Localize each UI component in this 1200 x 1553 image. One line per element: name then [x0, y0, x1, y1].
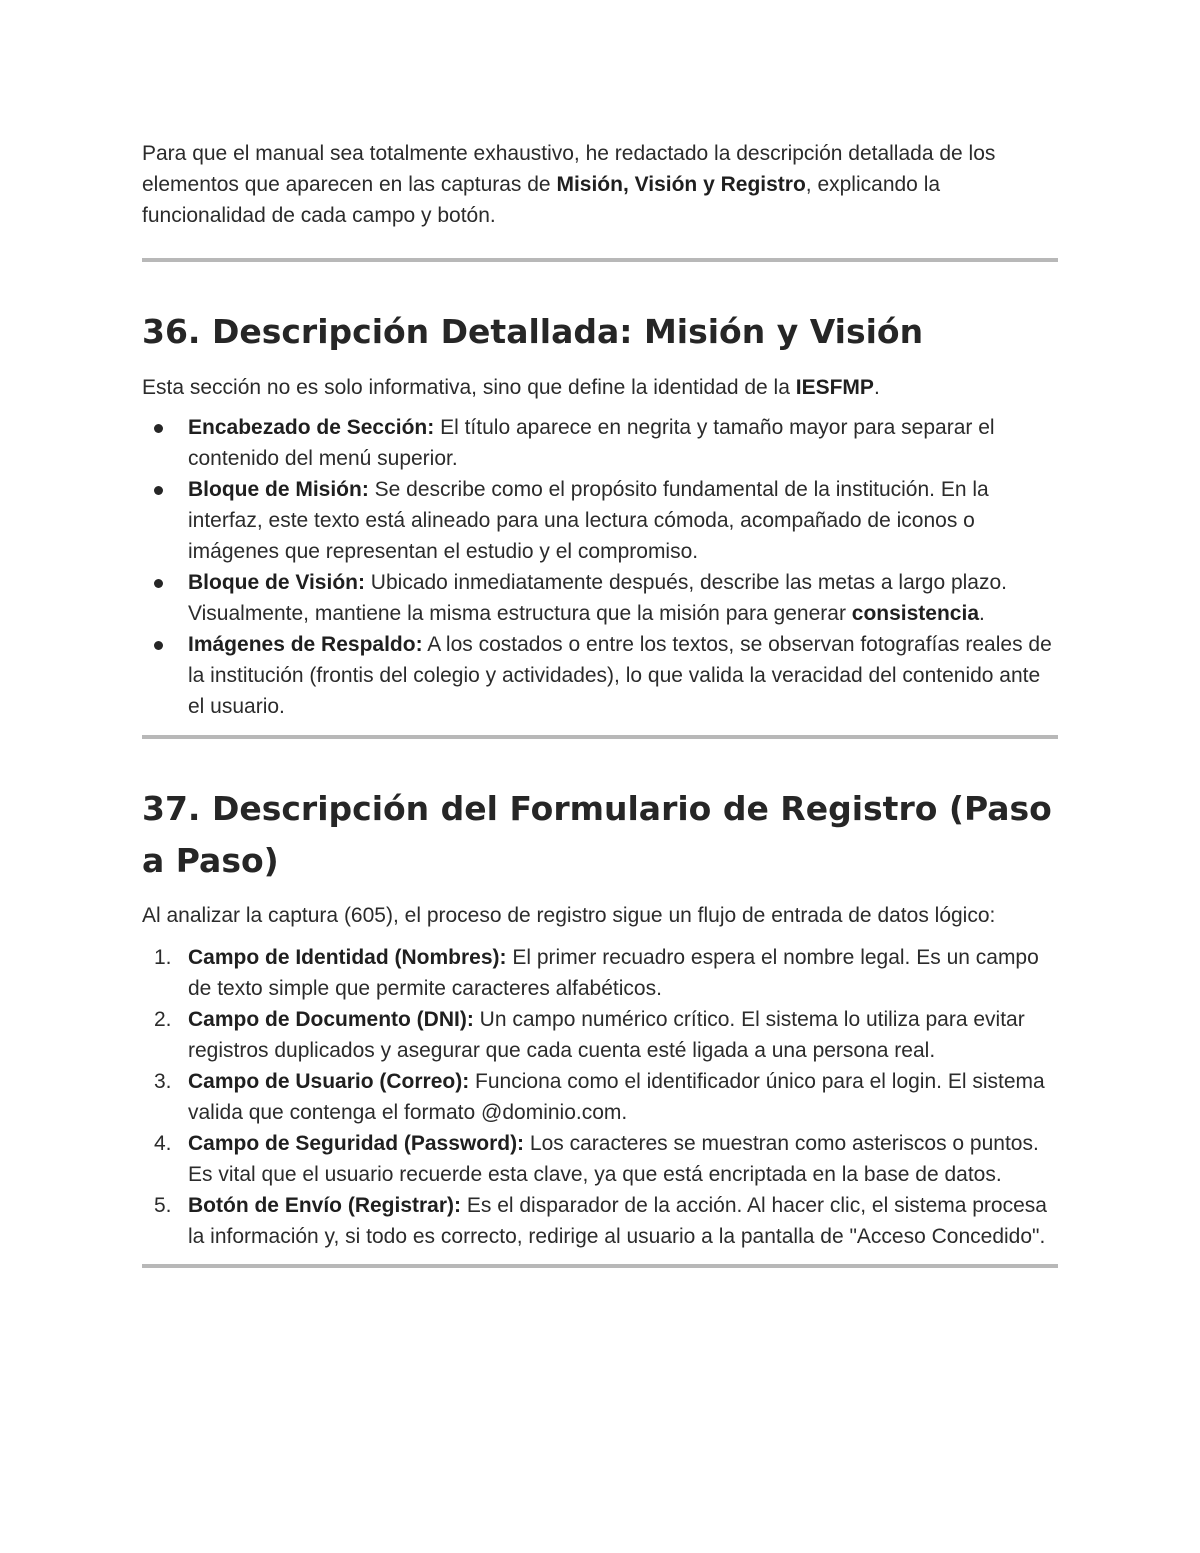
list-item-text: El primer recuadro espera el nombre legal. Es un campo de texto simple que permite caracteres alfabéticos.: [188, 946, 1039, 1000]
section-37-numbered-list: [142, 942, 1058, 1252]
list-item-number: 3.: [154, 1070, 172, 1093]
list-item-text: Ubicado inmediatamente después, describe las metas a largo plazo. Visualmente, mantiene la misma estructura que la misión para generar: [188, 571, 1007, 625]
bullet-icon: [154, 424, 163, 433]
section-37-heading: 37. Descripción del Formulario de Registro (Paso a Paso): [142, 789, 1052, 880]
list-item-text: El título aparece en negrita y tamaño mayor para separar el contenido del menú superior.: [188, 416, 995, 470]
intro-text-end: , explicando la funcionalidad de cada campo y botón.: [142, 173, 941, 227]
section-36-intro-text: Esta sección no es solo informativa, sino que define la identidad de la: [142, 376, 796, 399]
list-item-number: 5.: [154, 1194, 172, 1217]
list-item-text: Funciona como el identificador único para el login. El sistema valida que contenga el formato @dominio.com.: [188, 1070, 1045, 1124]
list-item-text: Un campo numérico crítico. El sistema lo utiliza para evitar registros duplicados y asegurar que cada cuenta esté ligada a una persona real.: [188, 1008, 1025, 1062]
intro-bold-text: Misión, Visión y Registro: [556, 173, 806, 196]
list-item: [142, 629, 1058, 722]
list-item: [142, 567, 1058, 629]
list-item-number: 2.: [154, 1008, 172, 1031]
list-item: [142, 412, 1058, 474]
list-item-text: Los caracteres se muestran como asteriscos o puntos. Es vital que el usuario recuerde esta clave, ya que está encriptada en la base de datos.: [188, 1132, 1039, 1186]
intro-paragraph: [142, 138, 1058, 231]
list-item: [142, 1066, 1058, 1128]
list-item: [142, 1190, 1058, 1252]
list-item-number: 4.: [154, 1132, 172, 1155]
list-item-label: Campo de Seguridad (Password):: [188, 1132, 525, 1155]
list-item-label: Bloque de Visión:: [188, 571, 365, 594]
section-36-intro: [142, 372, 1058, 403]
list-item: [142, 474, 1058, 567]
list-item-text-end: .: [979, 602, 985, 625]
bullet-icon: [154, 579, 163, 588]
list-item: [142, 1004, 1058, 1066]
list-item-text: Se describe como el propósito fundamental de la institución. En la interfaz, este texto está alineado para una lectura cómoda, acompañado de iconos o imágenes que representan el estudio y el compromiso.: [188, 478, 989, 563]
list-item-label: Campo de Identidad (Nombres):: [188, 946, 507, 969]
intro-text-start: Para que el manual sea totalmente exhaustivo, he redactado la descripción detallada de los elementos que aparecen en las capturas de: [142, 142, 996, 196]
bullet-icon: [154, 486, 163, 495]
section-36-heading: 36. Descripción Detallada: Misión y Visión: [142, 312, 924, 351]
list-item-bold-text: consistencia: [851, 602, 980, 625]
list-item-label: Imágenes de Respaldo:: [188, 633, 423, 656]
list-item-label: Campo de Documento (DNI):: [188, 1008, 474, 1031]
list-item-number: 1.: [154, 946, 172, 969]
section-37-intro: Al analizar la captura (605), el proceso de registro sigue un flujo de entrada de datos lógico:: [142, 904, 996, 927]
list-item-label: Botón de Envío (Registrar):: [188, 1194, 462, 1217]
list-item-label: Bloque de Misión:: [188, 478, 369, 501]
list-item-text: A los costados o entre los textos, se observan fotografías reales de la institución (frontis del colegio y actividades), lo que valida la veracidad del contenido ante el usuario.: [188, 633, 1052, 718]
horizontal-divider: [142, 735, 1058, 739]
list-item-text: Es el disparador de la acción. Al hacer clic, el sistema procesa la información y, si todo es correcto, redirige al usuario a la pantalla de "Acceso Concedido".: [188, 1194, 1047, 1248]
section-37: [142, 783, 1058, 1268]
list-item-label: Campo de Usuario (Correo):: [188, 1070, 470, 1093]
document-page: [142, 138, 1058, 1268]
list-item: [142, 1128, 1058, 1190]
section-36-intro-end: .: [873, 376, 880, 399]
list-item: [142, 942, 1058, 1004]
horizontal-divider: [142, 1264, 1058, 1268]
horizontal-divider: [142, 258, 1058, 262]
section-36-intro-bold: IESFMP: [795, 376, 874, 399]
section-36-bullet-list: [142, 412, 1058, 722]
list-item-label: Encabezado de Sección:: [188, 416, 435, 439]
bullet-icon: [154, 641, 163, 650]
